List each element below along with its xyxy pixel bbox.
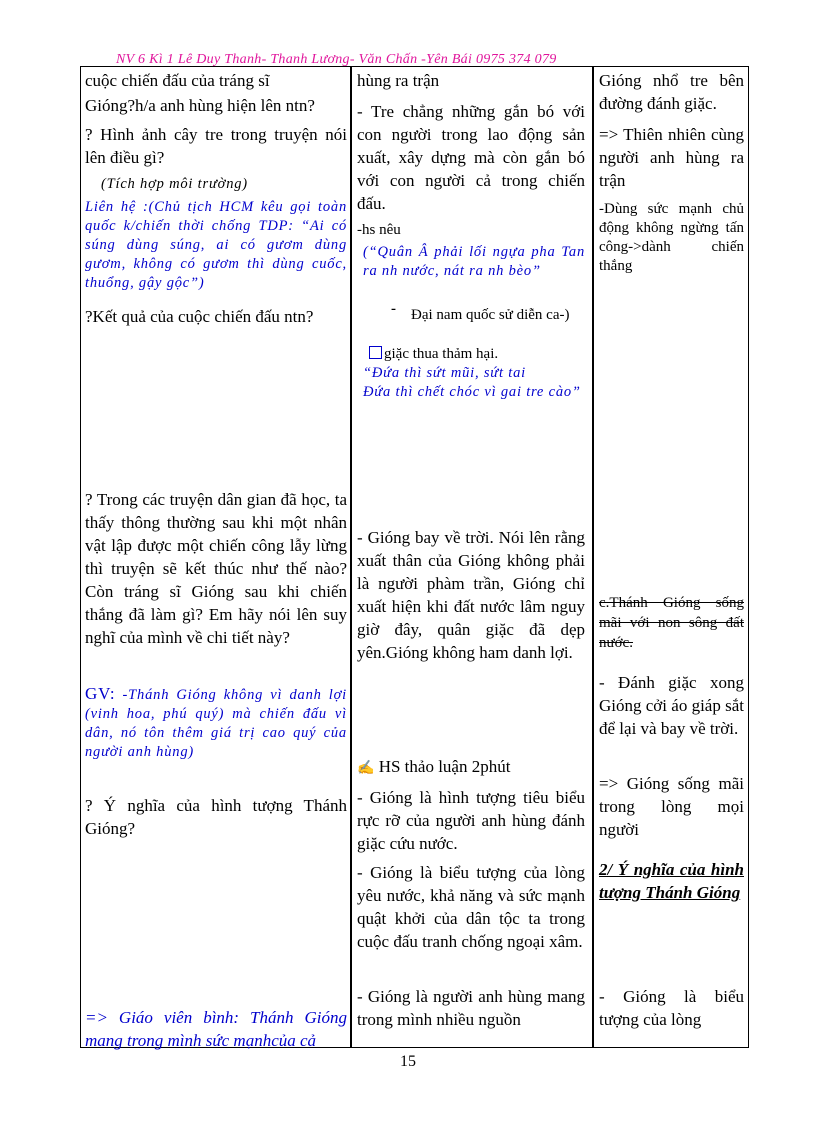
col2-line1: hùng ra trận (357, 71, 440, 90)
col3-bamboo: Gióng nhổ tre bên đường đánh giặc. (599, 71, 744, 113)
col1-q4: ? Trong các truyện dân gian đã học, ta thấy thông thường sau khi một nhân vật lập được một chiến công lẫy lừng thì truyện sẽ kết thúc như thế nào? Còn tráng sĩ Gióng sau khi chiến thắng đã làm gì? Em hãy nói lên suy nghĩ của mình về chi tiết này? (85, 490, 347, 647)
col2-bamboo: - Tre chẳng những gắn bó với con người trong lao động sản xuất, xây dựng mà còn gắn bó với con người cả trong chiến đấu. (357, 102, 585, 213)
col1-q5: ? Ý nghĩa của hình tượng Thánh Gióng? (85, 796, 347, 838)
col1-q1-line1: cuộc chiến đấu của tráng sĩ (85, 71, 270, 90)
col2-result-text: giặc thua thảm hại. (384, 346, 499, 362)
col2-meaning-2: - Gióng là biểu tượng của lòng yêu nước, khả năng và sức mạnh quật khởi của dân tộc ta trong cuộc đấu tranh chống ngoại xâm. (357, 863, 585, 951)
gv-label: GV: (85, 684, 116, 703)
page-header: NV 6 Kì 1 Lê Duy Thanh- Thanh Lương- Văn Chấn -Yên Bái 0975 374 079 (116, 52, 557, 67)
gv-note-text: -Thánh Gióng không vì danh lợi (vinh hoa, phú quý) mà chiến đấu vì dân, nó tôn thêm giá trị cao quý của người anh hùng) (85, 687, 347, 760)
col2-discussion (357, 755, 585, 780)
col2-poem-2: “Đứa thì sứt mũi, sứt tai Đứa thì chết chóc vì gai tre cào” (363, 365, 581, 400)
col3-nature: => Thiên nhiên cùng người anh hùng ra trận (599, 125, 744, 190)
col1-gv-note (85, 684, 347, 762)
col2-gióng-flies: - Gióng bay về trời. Nói lên rằng xuất thân của Gióng không phải là người phàm trần, Gióng chỉ xuất hiện khi đất nước lâm nguy giờ đây, quân giặc đã dẹp yên.Gióng không ham danh lợi. (357, 528, 585, 662)
col1-teacher-comment: => Giáo viên bình: Thánh Gióng mang trong mình sức mạnhcủa cả (85, 1008, 347, 1050)
col3-section-2-heading: 2/ Ý nghĩa của hình tượng Thánh Gióng (599, 860, 744, 902)
col3-symbol: - Gióng là biểu tượng của lòng (599, 987, 744, 1029)
col2-source-text: Đại nam quốc sử diễn ca-) (411, 307, 570, 323)
col2-source: - Đại nam quốc sử diễn ca-) (391, 301, 570, 323)
col2-poem: (“Quân Â phải lối ngựa pha Tan ra nh nước, nát ra nh bèo” (363, 244, 585, 279)
col3-heading-c: c.Thánh Gióng sống mãi với non sông đất nước. (599, 595, 744, 651)
col1-q3: ?Kết quả của cuộc chiến đấu ntn? (85, 307, 314, 326)
col3-attack: -Dùng sức mạnh chủ động không ngừng tấn công->dành chiến thắng (599, 201, 744, 274)
col2-result (369, 344, 597, 364)
col1-quote-hcm: Liên hệ :(Chủ tịch HCM kêu gọi toàn quốc k/chiến thời chống TDP: “Ai có súng dùng súng, ai có gươm dùng gươm, không có gươm thì dùng cuốc, thuổng, gậy gộc”) (85, 199, 347, 291)
lesson-table (80, 66, 749, 1048)
col2-hs-note: -hs nêu (357, 222, 401, 238)
col1-q2: ? Hình ảnh cây tre trong truyện nói lên điều gì? (85, 125, 347, 167)
column-divider-2 (592, 67, 594, 1047)
col1-integration-note: (Tích hợp môi trường) (101, 176, 248, 192)
col3-lives-forever: => Gióng sống mãi trong lòng mọi người (599, 774, 744, 839)
col1-q1-line2: Gióng?h/a anh hùng hiện lên ntn? (85, 96, 315, 115)
column-divider-1 (350, 67, 352, 1047)
col2-discussion-text: HS thảo luận 2phút (378, 757, 511, 776)
page-number: 15 (400, 1053, 416, 1070)
square-bullet-icon (369, 346, 382, 359)
col2-meaning-1: - Gióng là hình tượng tiêu biểu rực rỡ của người anh hùng đánh giặc cứu nước. (357, 788, 585, 853)
hand-pointer-icon: ✍ (357, 761, 375, 776)
col2-meaning-3: - Gióng là người anh hùng mang trong mình nhiều nguồn (357, 987, 585, 1029)
col3-takes-off-armor: - Đánh giặc xong Gióng cởi áo giáp sắt để lại và bay về trời. (599, 673, 744, 738)
